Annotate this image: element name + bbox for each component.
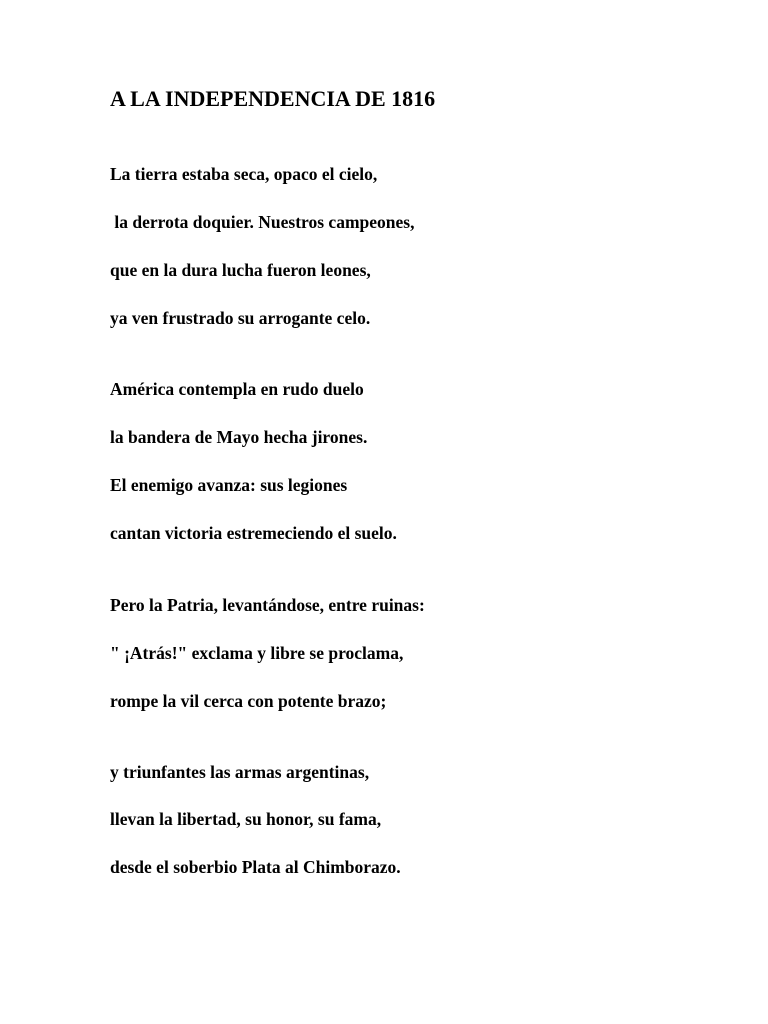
poem-line: la derrota doquier. Nuestros campeones, [110, 212, 415, 232]
poem-line: Pero la Patria, levantándose, entre ruinas: [110, 595, 425, 615]
poem-line: desde el soberbio Plata al Chimborazo. [110, 857, 401, 877]
poem-line: llevan la libertad, su honor, su fama, [110, 809, 382, 829]
poem-line: " ¡Atrás!" exclama y libre se proclama, [110, 643, 404, 663]
poem-line: América contempla en rudo duelo [110, 379, 364, 399]
poem-line: que en la dura lucha fueron leones, [110, 260, 371, 280]
poem-title: A LA INDEPENDENCIA DE 1816 [110, 86, 436, 111]
poem-line: El enemigo avanza: sus legiones [110, 475, 348, 495]
poem-line: cantan victoria estremeciendo el suelo. [110, 523, 397, 543]
poem-line: ya ven frustrado su arrogante celo. [110, 308, 371, 328]
poem-line: y triunfantes las armas argentinas, [110, 762, 370, 782]
poem-line: la bandera de Mayo hecha jirones. [110, 427, 368, 447]
poem-line: La tierra estaba seca, opaco el cielo, [110, 164, 378, 184]
poem-line: rompe la vil cerca con potente brazo; [110, 691, 387, 711]
